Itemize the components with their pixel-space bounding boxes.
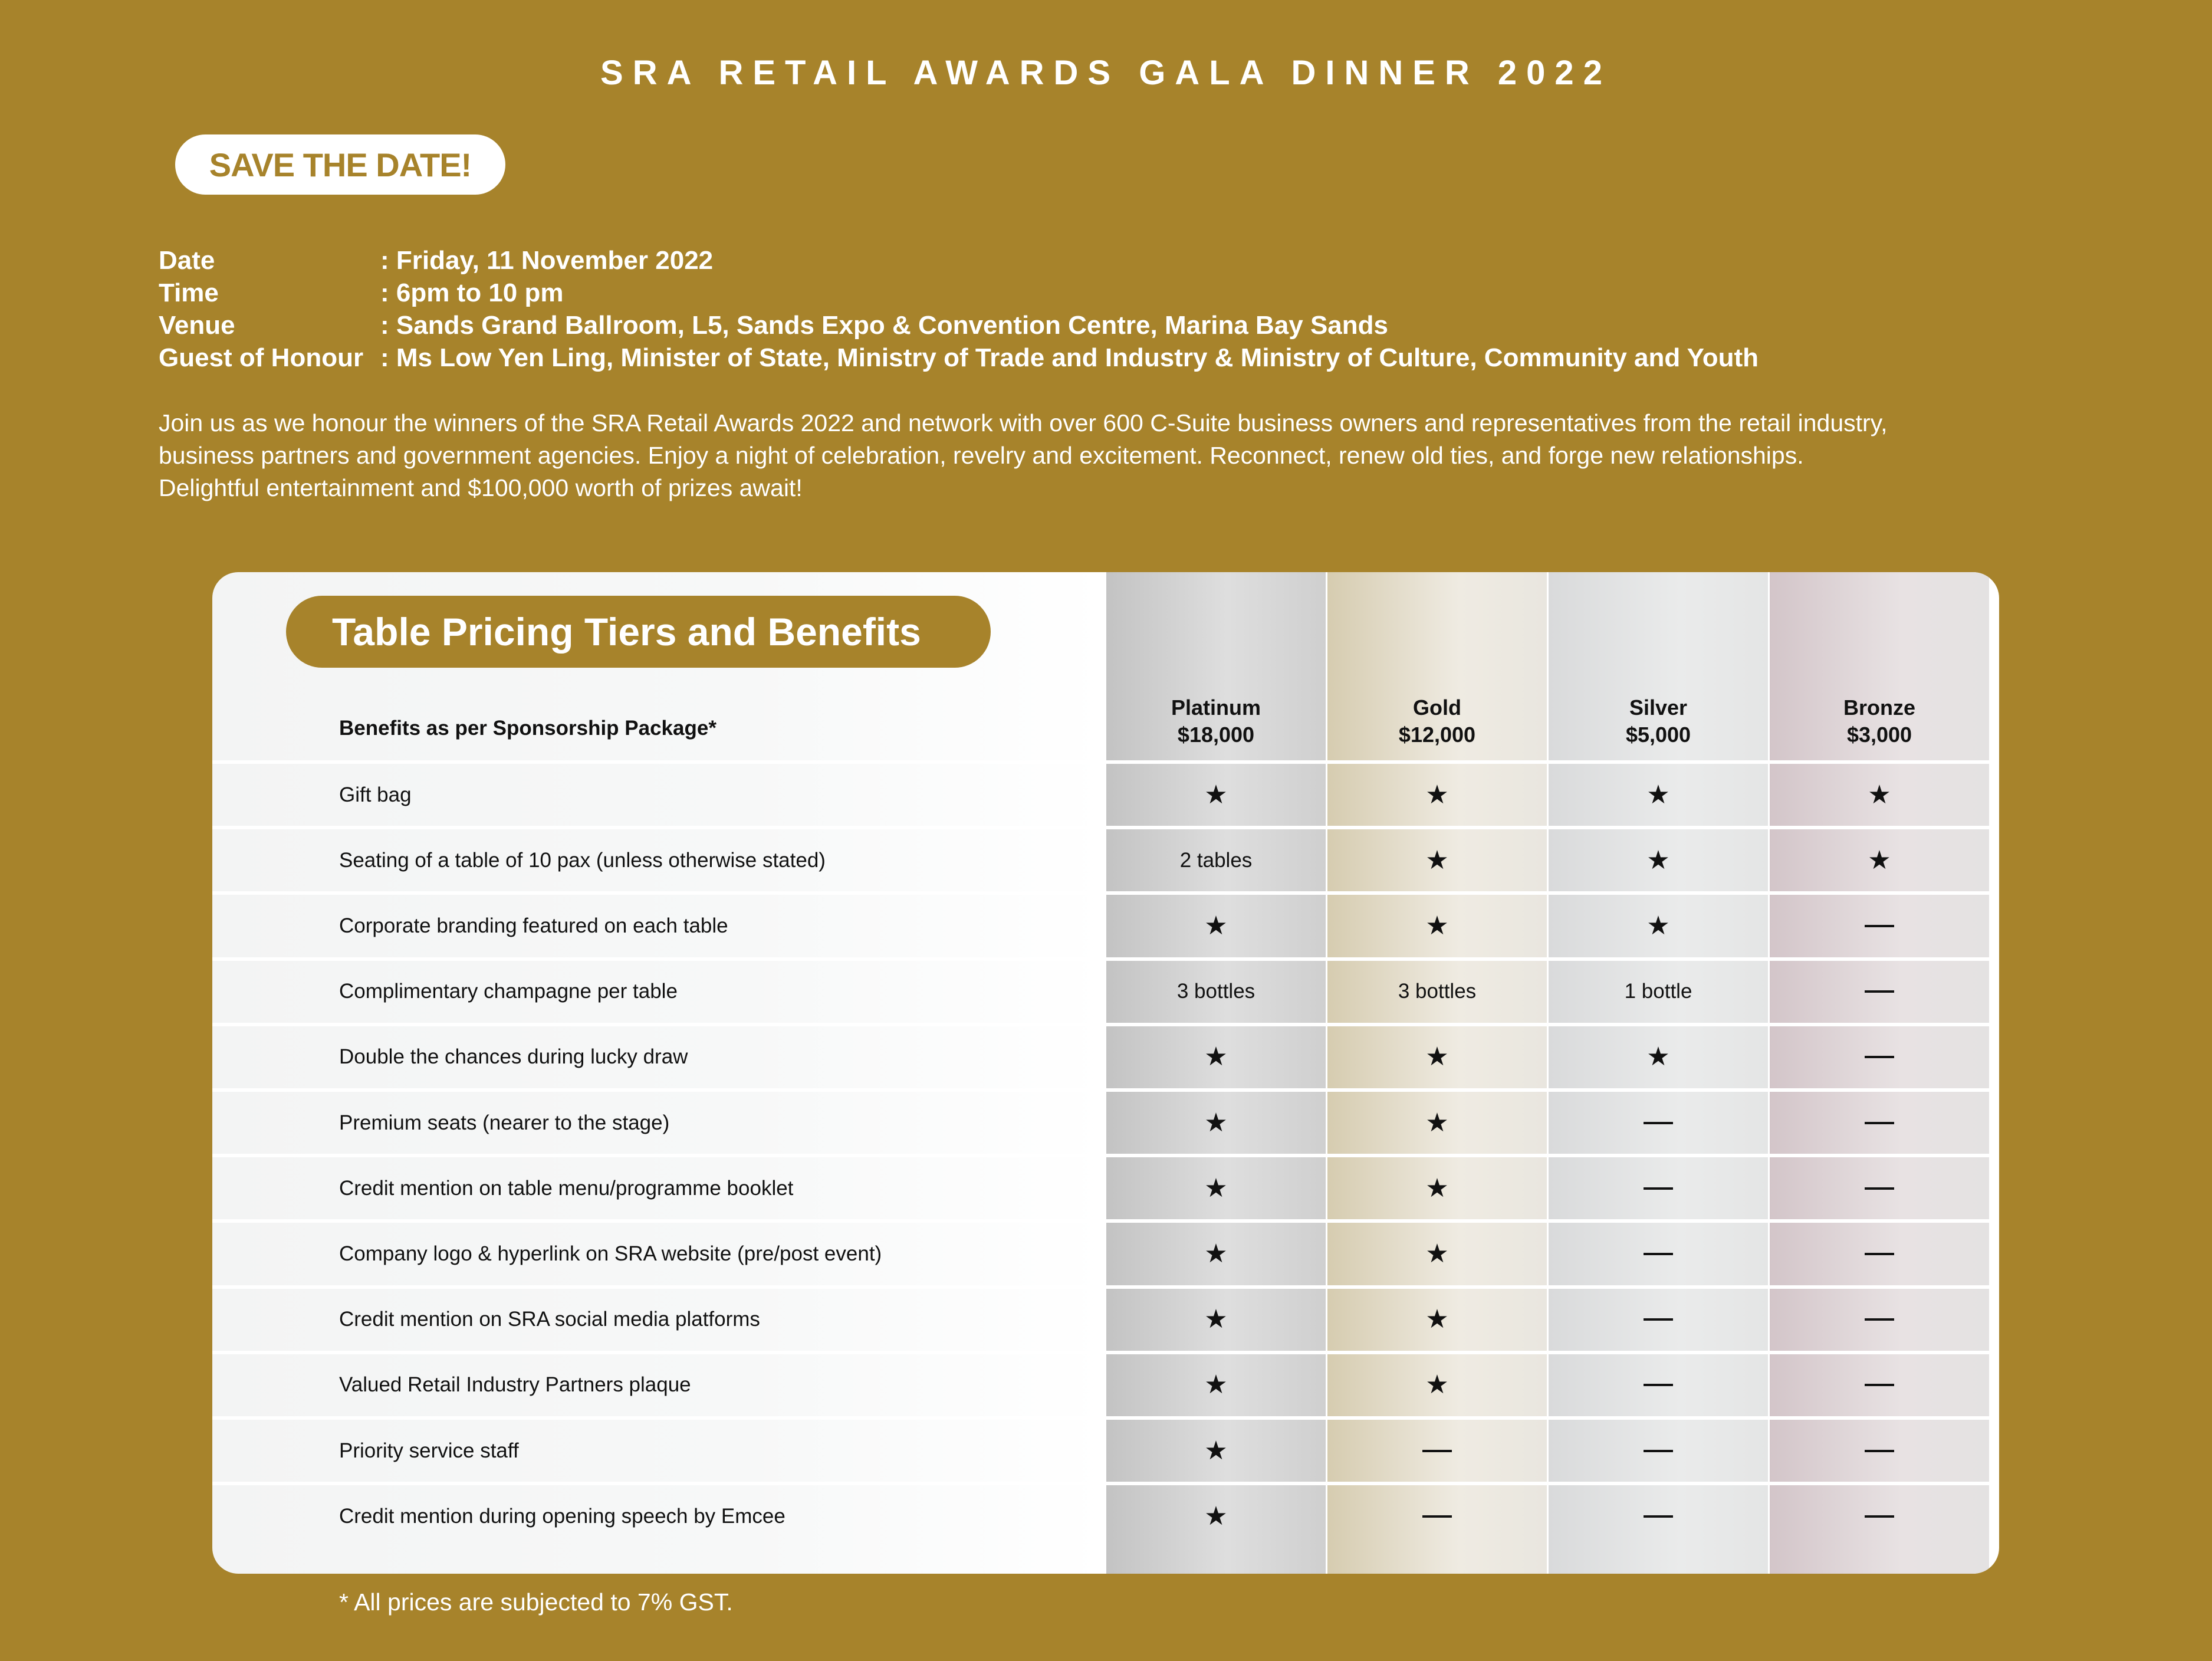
benefit-label: Premium seats (nearer to the stage): [339, 1111, 670, 1134]
cell-gold: [1327, 1418, 1547, 1483]
detail-label: Venue: [159, 311, 235, 340]
dash-icon: [1644, 1253, 1673, 1255]
cell-text: 3 bottles: [1398, 980, 1477, 1003]
dash-icon: [1865, 1450, 1894, 1452]
star-icon: ★: [1868, 779, 1891, 810]
table-row: [212, 1483, 1999, 1549]
star-icon: ★: [1425, 1107, 1449, 1138]
table-row: [212, 1353, 1999, 1418]
dash-icon: [1644, 1122, 1673, 1124]
dash-icon: [1865, 1122, 1894, 1124]
star-icon: ★: [1646, 1042, 1670, 1072]
star-icon: ★: [1425, 1173, 1449, 1203]
intro-line: Join us as we honour the winners of the SRA Retail Awards 2022 and network with over 600 C-Suite business owners and representatives from the retail industry,: [159, 409, 1888, 436]
tier-name: Bronze: [1843, 695, 1915, 720]
cell-bronze: [1770, 1156, 1989, 1221]
cell-gold: [1327, 1090, 1547, 1156]
star-icon: ★: [1425, 1370, 1449, 1400]
benefit-label: Corporate branding featured on each table: [339, 914, 728, 937]
star-icon: ★: [1425, 779, 1449, 810]
event-details: [159, 244, 1759, 374]
star-icon: ★: [1204, 1501, 1228, 1531]
dash-icon: [1422, 1515, 1452, 1518]
star-icon: ★: [1425, 1042, 1449, 1072]
page-title: SRA RETAIL AWARDS GALA DINNER 2022: [600, 54, 1612, 92]
dash-icon: [1422, 1450, 1452, 1452]
dash-icon: [1865, 1384, 1894, 1386]
cell-gold: [1327, 893, 1547, 958]
dash-icon: [1644, 1515, 1673, 1518]
cell-bronze: [1770, 893, 1989, 958]
cell-text: 2 tables: [1179, 848, 1253, 872]
cell-gold: [1327, 1353, 1547, 1418]
cell-text: 1 bottle: [1624, 980, 1692, 1003]
detail-row-guest: [159, 342, 1759, 374]
detail-label: Time: [159, 278, 219, 307]
dash-icon: [1865, 990, 1894, 993]
cell-silver: [1549, 1483, 1768, 1549]
intro-line: Delightful entertainment and $100,000 worth of prizes await!: [159, 474, 803, 501]
intro-paragraph: [159, 407, 2152, 504]
table-row: [212, 1025, 1999, 1090]
cell-silver: [1549, 1418, 1768, 1483]
detail-value: : Friday, 11 November 2022: [380, 246, 714, 275]
cell-platinum: [1106, 959, 1326, 1025]
detail-label: Date: [159, 246, 215, 275]
save-the-date-badge: SAVE THE DATE!: [175, 134, 505, 195]
star-icon: ★: [1204, 779, 1228, 810]
dash-icon: [1644, 1384, 1673, 1386]
cell-silver: [1549, 1287, 1768, 1353]
star-icon: ★: [1204, 1173, 1228, 1203]
benefit-label: Valued Retail Industry Partners plaque: [339, 1373, 691, 1397]
star-icon: ★: [1204, 1042, 1228, 1072]
benefit-label: Credit mention on table menu/programme booklet: [339, 1176, 794, 1200]
table-row: [212, 828, 1999, 893]
tier-name: Silver: [1629, 695, 1688, 720]
tier-header-bronze: [1770, 694, 1989, 749]
cell-platinum: [1106, 828, 1326, 893]
cell-bronze: [1770, 1287, 1989, 1353]
detail-row-time: [159, 277, 1759, 309]
star-icon: ★: [1425, 910, 1449, 941]
tier-name: Gold: [1413, 695, 1461, 720]
table-row: [212, 1156, 1999, 1221]
tier-price: $3,000: [1846, 723, 1912, 747]
dash-icon: [1865, 1056, 1894, 1058]
cell-gold: [1327, 1483, 1547, 1549]
cell-platinum: [1106, 1287, 1326, 1353]
gst-footnote: * All prices are subjected to 7% GST.: [339, 1588, 733, 1616]
cell-platinum: [1106, 762, 1326, 828]
table-row: [212, 762, 1999, 828]
benefit-label: Priority service staff: [339, 1439, 519, 1462]
cell-bronze: [1770, 828, 1989, 893]
cell-gold: [1327, 1156, 1547, 1221]
intro-line: business partners and government agencies. Enjoy a night of celebration, revelry and excitement. Reconnect, renew old ties, and forge new relationships.: [159, 442, 1804, 469]
star-icon: ★: [1204, 1435, 1228, 1466]
cell-gold: [1327, 1025, 1547, 1090]
cell-platinum: [1106, 893, 1326, 958]
cell-platinum: [1106, 1221, 1326, 1286]
benefit-label: Gift bag: [339, 783, 412, 806]
cell-platinum: [1106, 1156, 1326, 1221]
dash-icon: [1865, 1318, 1894, 1321]
cell-silver: [1549, 762, 1768, 828]
star-icon: ★: [1204, 1370, 1228, 1400]
benefit-label: Complimentary champagne per table: [339, 980, 678, 1003]
detail-value: : 6pm to 10 pm: [380, 278, 564, 307]
star-icon: ★: [1868, 845, 1891, 875]
cell-silver: [1549, 959, 1768, 1025]
benefit-label: Double the chances during lucky draw: [339, 1045, 688, 1069]
tier-price: $5,000: [1625, 723, 1691, 747]
benefit-label: Seating of a table of 10 pax (unless otherwise stated): [339, 848, 826, 872]
table-row: [212, 1090, 1999, 1156]
dash-icon: [1865, 1187, 1894, 1190]
benefits-header: Benefits as per Sponsorship Package*: [339, 717, 716, 740]
dash-icon: [1865, 1253, 1894, 1255]
cell-bronze: [1770, 1090, 1989, 1156]
cell-silver: [1549, 828, 1768, 893]
table-row: [212, 1418, 1999, 1483]
cell-gold: [1327, 828, 1547, 893]
cell-silver: [1549, 1090, 1768, 1156]
cell-platinum: [1106, 1418, 1326, 1483]
cell-bronze: [1770, 959, 1989, 1025]
cell-platinum: [1106, 1483, 1326, 1549]
dash-icon: [1865, 925, 1894, 927]
cell-bronze: [1770, 1353, 1989, 1418]
table-row: [212, 1221, 1999, 1286]
detail-value: : Ms Low Yen Ling, Minister of State, Ministry of Trade and Industry & Ministry of Culture, Community and Youth: [380, 343, 1759, 372]
cell-silver: [1549, 1221, 1768, 1286]
detail-row-venue: [159, 309, 1759, 342]
table-row: [212, 959, 1999, 1025]
star-icon: ★: [1646, 910, 1670, 941]
cell-gold: [1327, 762, 1547, 828]
cell-bronze: [1770, 762, 1989, 828]
cell-text: 3 bottles: [1176, 980, 1255, 1003]
benefit-label: Credit mention during opening speech by Emcee: [339, 1504, 785, 1528]
tier-price: $18,000: [1177, 723, 1255, 747]
cell-gold: [1327, 1287, 1547, 1353]
cell-silver: [1549, 1156, 1768, 1221]
star-icon: ★: [1646, 779, 1670, 810]
star-icon: ★: [1425, 845, 1449, 875]
cell-platinum: [1106, 1025, 1326, 1090]
detail-value: : Sands Grand Ballroom, L5, Sands Expo & Convention Centre, Marina Bay Sands: [380, 311, 1388, 340]
cell-bronze: [1770, 1221, 1989, 1286]
tier-header-silver: [1549, 694, 1768, 749]
benefit-label: Company logo & hyperlink on SRA website (pre/post event): [339, 1242, 882, 1265]
cell-platinum: [1106, 1353, 1326, 1418]
cell-bronze: [1770, 1483, 1989, 1549]
star-icon: ★: [1425, 1304, 1449, 1335]
tier-price: $12,000: [1398, 723, 1476, 747]
star-icon: ★: [1646, 845, 1670, 875]
cell-gold: [1327, 959, 1547, 1025]
cell-platinum: [1106, 1090, 1326, 1156]
detail-row-date: [159, 244, 1759, 277]
dash-icon: [1865, 1515, 1894, 1518]
table-row: [212, 1287, 1999, 1353]
cell-silver: [1549, 893, 1768, 958]
dash-icon: [1644, 1450, 1673, 1452]
benefit-label: Credit mention on SRA social media platforms: [339, 1308, 760, 1331]
tier-name: Platinum: [1171, 695, 1261, 720]
tier-header-platinum: [1106, 694, 1326, 749]
pricing-table-card: [212, 572, 1999, 1574]
cell-silver: [1549, 1353, 1768, 1418]
detail-label: Guest of Honour: [159, 343, 364, 372]
table-row: [212, 893, 1999, 958]
cell-bronze: [1770, 1025, 1989, 1090]
tier-header-gold: [1327, 694, 1547, 749]
dash-icon: [1644, 1318, 1673, 1321]
cell-gold: [1327, 1221, 1547, 1286]
star-icon: ★: [1204, 910, 1228, 941]
table-heading: Table Pricing Tiers and Benefits: [286, 596, 991, 668]
star-icon: ★: [1204, 1304, 1228, 1335]
dash-icon: [1644, 1187, 1673, 1190]
cell-bronze: [1770, 1418, 1989, 1483]
cell-silver: [1549, 1025, 1768, 1090]
star-icon: ★: [1204, 1238, 1228, 1269]
star-icon: ★: [1425, 1238, 1449, 1269]
star-icon: ★: [1204, 1107, 1228, 1138]
